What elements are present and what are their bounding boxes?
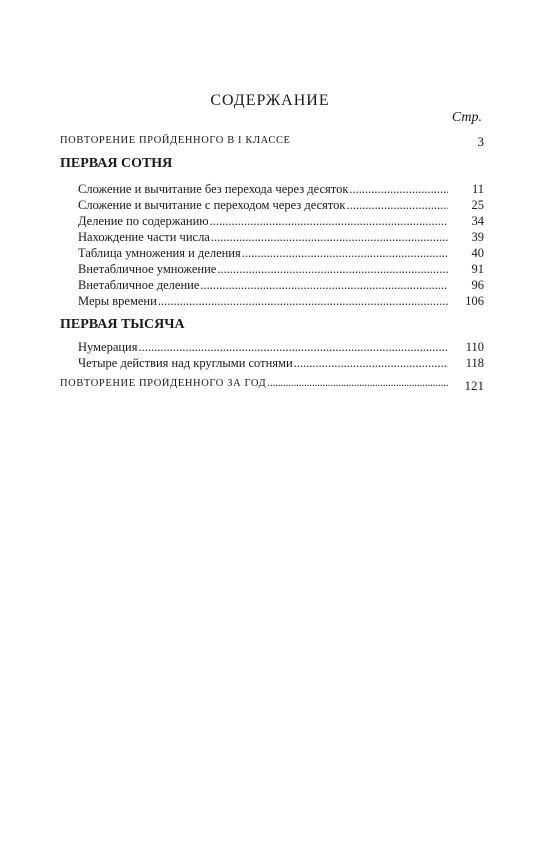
toc-item-page: 96	[471, 278, 484, 292]
toc-item	[78, 294, 450, 309]
toc-item-page: 106	[465, 294, 484, 308]
toc-item-page: 11	[471, 182, 484, 196]
toc-entry-page: 121	[464, 378, 484, 393]
toc-item	[78, 356, 450, 371]
toc-item-page: 39	[471, 230, 484, 244]
toc-item-label: Сложение и вычитание с переходом через десяток	[78, 198, 346, 212]
toc-item-page: 34	[471, 214, 484, 228]
toc-item-page: 110	[465, 340, 484, 354]
toc-item	[78, 214, 450, 229]
dot-leader	[294, 356, 448, 371]
toc-item-label: Внетабличное деление	[78, 278, 200, 292]
dot-leader	[217, 262, 448, 277]
dot-leader	[200, 278, 448, 293]
section-heading: ПЕРВАЯ ТЫСЯЧА	[60, 317, 185, 332]
page-column-label: Стр.	[451, 110, 482, 125]
toc-item-label: Нахождение части числа	[78, 230, 210, 244]
toc-item-label: Таблица умножения и деления	[78, 246, 241, 260]
dot-leader	[210, 214, 448, 229]
toc-item	[78, 278, 450, 293]
toc-item-label: Нумерация	[78, 340, 138, 354]
dot-leader	[242, 246, 448, 261]
toc-entry-review-grade1	[60, 135, 291, 146]
toc-item-label: Деление по содержанию	[78, 214, 209, 228]
toc-item	[78, 340, 450, 355]
toc-item-page: 118	[465, 356, 484, 370]
toc-item-page: 25	[471, 198, 484, 212]
toc-item-page: 40	[471, 246, 484, 260]
dot-leader	[347, 198, 449, 213]
toc-item	[78, 246, 450, 261]
toc-item	[78, 182, 450, 197]
page-title: СОДЕРЖАНИЕ	[210, 92, 330, 109]
toc-entry-page: 3	[477, 134, 484, 149]
dot-leader	[211, 230, 448, 245]
dot-leader	[139, 340, 449, 355]
toc-item	[78, 262, 450, 277]
dot-leader	[267, 378, 448, 389]
toc-entry-review-year	[60, 378, 450, 389]
toc-entry-label: ПОВТОРЕНИЕ ПРОЙДЕННОГО В I КЛАССЕ	[60, 135, 291, 146]
section-heading: ПЕРВАЯ СОТНЯ	[60, 156, 173, 171]
toc-item-page: 91	[471, 262, 484, 276]
toc-item-label: Сложение и вычитание без перехода через десяток	[78, 182, 349, 196]
toc-item-label: Меры времени	[78, 294, 157, 308]
toc-item	[78, 198, 450, 213]
toc-item-label: Четыре действия над круглыми сотнями	[78, 356, 293, 370]
toc-item	[78, 230, 450, 245]
toc-entry-label: ПОВТОРЕНИЕ ПРОЙДЕННОГО ЗА ГОД	[60, 378, 267, 389]
toc-item-label: Внетабличное умножение	[78, 262, 217, 276]
dot-leader	[158, 294, 448, 309]
dot-leader	[349, 182, 448, 197]
